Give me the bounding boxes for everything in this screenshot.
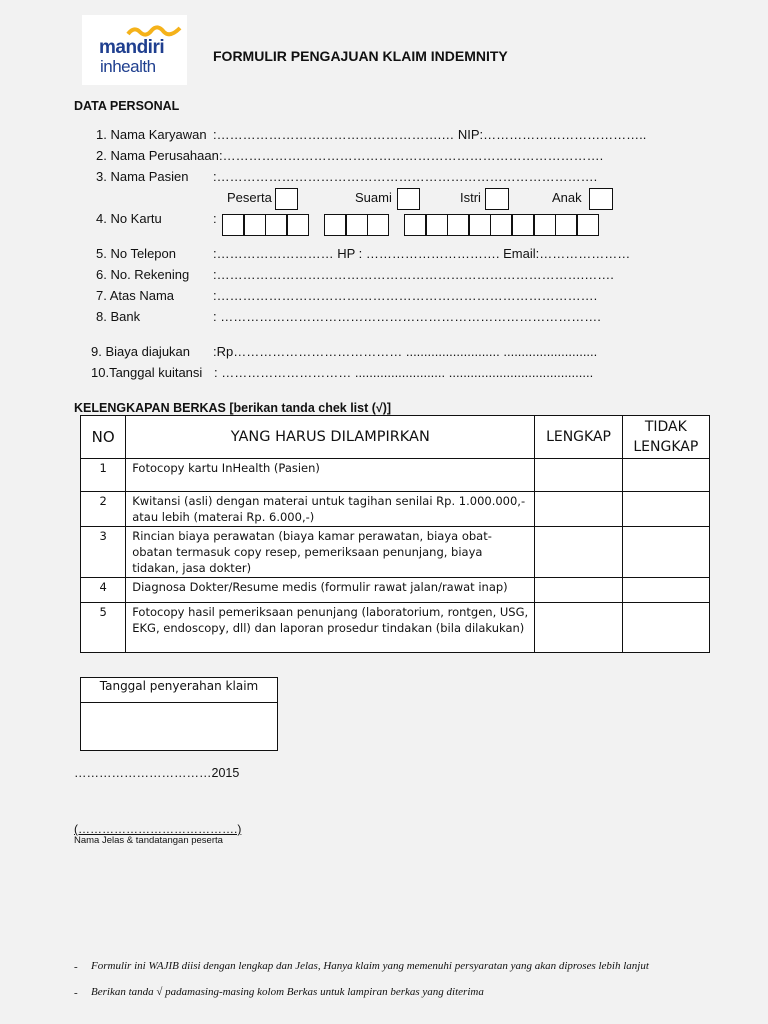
company-logo xyxy=(82,15,187,85)
cell-tidak-lengkap[interactable] xyxy=(622,459,709,492)
section-data-personal: DATA PERSONAL xyxy=(74,99,180,113)
label-nama-pasien: 3. Nama Pasien xyxy=(96,169,189,184)
field-atas-nama[interactable]: :……………………………………………………………………………. xyxy=(213,288,598,303)
label-no-telepon: 5. No Telepon xyxy=(96,246,176,261)
label-suami: Suami xyxy=(355,190,392,205)
field-biaya-diajukan[interactable]: :Rp………………………………… .......................... .......................... xyxy=(213,344,598,359)
col-yang-harus-dilampirkan: YANG HARUS DILAMPIRKAN xyxy=(126,416,535,459)
checkbox-anak[interactable] xyxy=(589,188,613,210)
cell-tidak-lengkap[interactable] xyxy=(622,578,709,603)
row-no: 2 xyxy=(81,492,126,527)
cell-tidak-lengkap[interactable] xyxy=(622,603,709,653)
no-kartu-digit-box[interactable] xyxy=(490,214,512,236)
table-row xyxy=(81,578,710,603)
no-kartu-digit-box[interactable] xyxy=(512,214,534,236)
row-no: 4 xyxy=(81,578,126,603)
signature-line: (………………………………….) xyxy=(74,822,242,836)
no-kartu-digit-box[interactable] xyxy=(287,214,309,236)
label-tanggal-kuitansi: 10.Tanggal kuitansi xyxy=(91,365,203,380)
logo-text-inhealth: inhealth xyxy=(100,57,156,76)
cell-lengkap[interactable] xyxy=(535,492,622,527)
no-kartu-digit-box[interactable] xyxy=(404,214,426,236)
logo-text-mandiri: mandiri xyxy=(99,37,165,58)
date-line: ……………………………2015 xyxy=(74,766,240,780)
footnote-bullet: - xyxy=(74,961,78,973)
row-no: 1 xyxy=(81,459,126,492)
cell-lengkap[interactable] xyxy=(535,459,622,492)
row-text: Fotocopy hasil pemeriksaan penunjang (laboratorium, rontgen, USG, EKG, endoscopy, dll) dan laporan prosedur tindakan (bila dilakukan) xyxy=(126,603,535,653)
cell-tidak-lengkap[interactable] xyxy=(622,492,709,527)
field-nama-pasien[interactable]: :……………………………………………………………………………. xyxy=(213,169,598,184)
label-nama-karyawan: 1. Nama Karyawan xyxy=(96,127,207,142)
tanggal-penyerahan-box xyxy=(80,677,278,751)
footnote-2: Berikan tanda √ padamasing-masing kolom Berkas untuk lampiran berkas yang diterima xyxy=(91,986,484,998)
label-no-kartu: 4. No Kartu xyxy=(96,211,162,226)
tanggal-penyerahan-label: Tanggal penyerahan klaim xyxy=(81,678,277,703)
row-text: Kwitansi (asli) dengan materai untuk tagihan senilai Rp. 1.000.000,- atau lebih (materai Rp. 6.000,-) xyxy=(126,492,535,527)
no-kartu-digit-box[interactable] xyxy=(367,214,389,236)
no-kartu-digit-box[interactable] xyxy=(555,214,577,236)
row-no: 5 xyxy=(81,603,126,653)
cell-lengkap[interactable] xyxy=(535,527,622,578)
label-atas-nama: 7. Atas Nama xyxy=(96,288,175,303)
col-tidak-lengkap: TIDAK LENGKAP xyxy=(622,416,709,459)
checkbox-istri[interactable] xyxy=(485,188,509,210)
label-istri: Istri xyxy=(460,190,481,205)
no-kartu-digit-box[interactable] xyxy=(222,214,244,236)
field-no-rekening[interactable]: :………………………………………………………………………….……. xyxy=(213,267,614,282)
field-bank[interactable]: : ……………………………………………………………………………. xyxy=(213,309,601,324)
signature-caption: Nama Jelas & tandatangan peserta xyxy=(74,835,223,846)
no-kartu-digit-box[interactable] xyxy=(324,214,346,236)
row-text: Diagnosa Dokter/Resume medis (formulir rawat jalan/rawat inap) xyxy=(126,578,535,603)
row-text: Rincian biaya perawatan (biaya kamar perawatan, biaya obat-obatan termasuk copy resep, pemeriksaan penunjang, biaya tidakan, jasa dokter) xyxy=(126,527,535,578)
footnote-bullet: - xyxy=(74,987,78,999)
cell-lengkap[interactable] xyxy=(535,578,622,603)
no-kartu-digit-box[interactable] xyxy=(265,214,287,236)
form-title: FORMULIR PENGAJUAN KLAIM INDEMNITY xyxy=(213,48,508,64)
label-peserta: Peserta xyxy=(227,190,272,205)
table-row xyxy=(81,527,710,578)
cell-lengkap[interactable] xyxy=(535,603,622,653)
label-biaya-diajukan: 9. Biaya diajukan xyxy=(91,344,191,359)
logo-wave-icon xyxy=(126,24,182,38)
tanggal-penyerahan-field[interactable] xyxy=(81,703,277,751)
col-lengkap: LENGKAP xyxy=(535,416,622,459)
col-no: NO xyxy=(81,416,126,459)
no-kartu-digit-box[interactable] xyxy=(426,214,448,236)
no-kartu-digit-box[interactable] xyxy=(534,214,556,236)
no-kartu-digit-box[interactable] xyxy=(577,214,599,236)
field-tanggal-kuitansi[interactable]: : ………………………… ......................... ........................................ xyxy=(214,365,594,380)
checkbox-peserta[interactable] xyxy=(275,188,298,210)
no-kartu-digit-box[interactable] xyxy=(244,214,266,236)
label-anak: Anak xyxy=(552,190,582,205)
section-kelengkapan-berkas: KELENGKAPAN BERKAS [berikan tanda chek list (√)] xyxy=(74,401,392,415)
row-no: 3 xyxy=(81,527,126,578)
no-kartu-digit-box[interactable] xyxy=(469,214,491,236)
label-bank: 8. Bank xyxy=(96,309,141,324)
table-row xyxy=(81,459,710,492)
table-row xyxy=(81,492,710,527)
no-kartu-digit-box[interactable] xyxy=(447,214,469,236)
cell-tidak-lengkap[interactable] xyxy=(622,527,709,578)
no-kartu-digit-box[interactable] xyxy=(346,214,368,236)
berkas-table xyxy=(80,415,710,653)
footnote-1: Formulir ini WAJIB diisi dengan lengkap dan Jelas, Hanya klaim yang memenuhi persyaratan yang akan diproses lebih lanjut xyxy=(91,960,649,972)
row-text: Fotocopy kartu InHealth (Pasien) xyxy=(126,459,535,492)
checkbox-suami[interactable] xyxy=(397,188,420,210)
label-no-rekening: 6. No. Rekening xyxy=(96,267,190,282)
label-nama-perusahaan: 2. Nama Perusahaan xyxy=(96,148,219,163)
field-nama-perusahaan[interactable]: :……………………………………………………………………………. xyxy=(219,148,604,163)
table-header-row xyxy=(81,416,710,459)
table-row xyxy=(81,603,710,653)
no-kartu-colon: : xyxy=(213,211,217,226)
field-telepon-hp-email[interactable]: :……………………… HP : …………………………. Email:………………… xyxy=(213,246,631,261)
field-nama-karyawan-nip[interactable]: :…………………………………………….… NIP:……………………………….. xyxy=(213,127,647,142)
